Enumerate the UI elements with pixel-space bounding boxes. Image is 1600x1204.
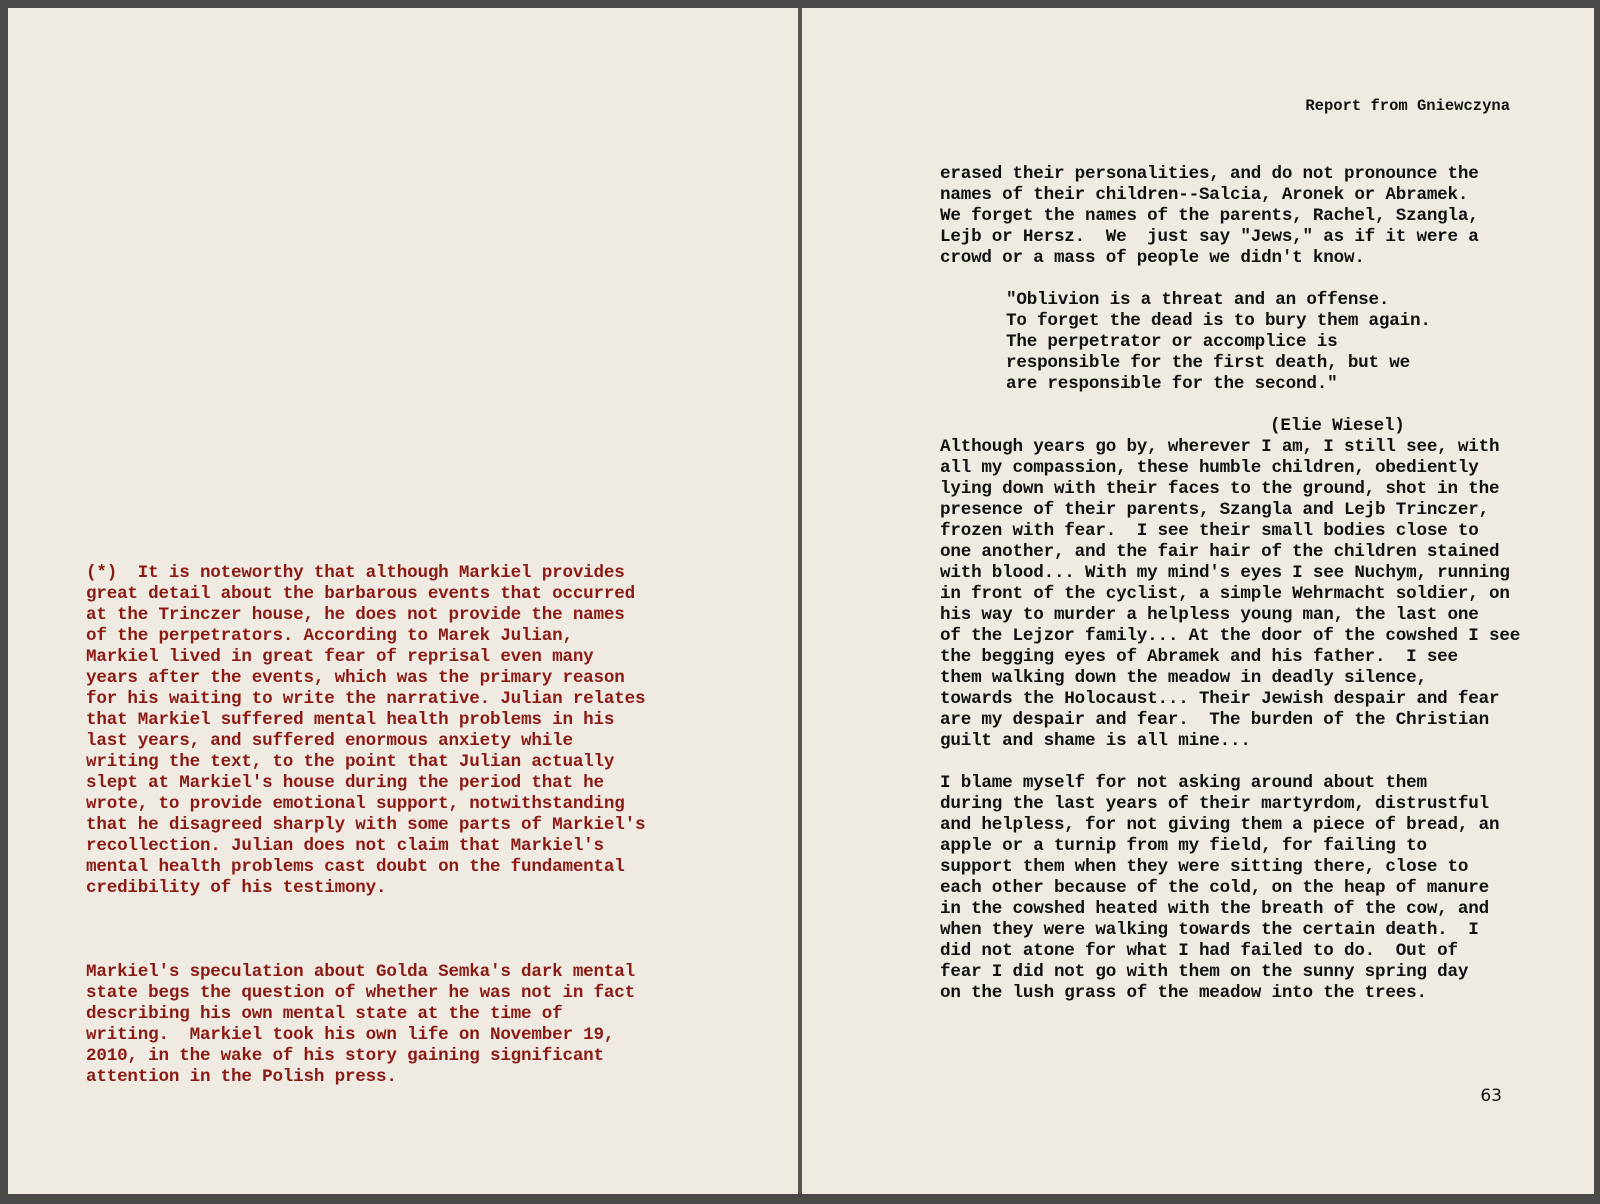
footnote-paragraph: (*) It is noteworthy that although Markiel provides great detail about the barbarous events that occurred at the Trinczer house, he does not provide the names of the perpetrators. According to Marek Julian, Markiel lived in great fear of reprisal even many years after the events, which was the primary reason for his waiting to write the narrative. Julian relates that Markiel suffered mental health problems in his last years, and suffered enormous anxiety while writing the text, to the point that Julian actually slept at Markiel's house during the period that he wrote, to provide emotional support, notwithstanding that he disagreed sharply with some parts of Markiel's recollection. Julian does not claim that Markiel's mental health problems cast doubt on the fundamental credibility of his testimony. — [86, 563, 646, 898]
running-head: Report from Gniewczyna — [1305, 97, 1510, 115]
footnote — [86, 521, 696, 1130]
block-quote: "Oblivion is a threat and an offense. To forget the dead is to bury them again. The perpetrator or accomplice is responsible for the first death, but we are responsible for the second." — [1006, 290, 1431, 394]
footnote-paragraph: Markiel's speculation about Golda Semka's dark mental state begs the question of whether he was not in fact describing his own mental state at the time of writing. Markiel took his own life on November 19, 2010, in the wake of his story gaining significant attention in the Polish press. — [86, 962, 635, 1087]
right-page — [802, 8, 1594, 1194]
body-text — [940, 164, 1540, 1004]
left-page — [8, 8, 798, 1194]
paragraph: Although years go by, wherever I am, I still see, with all my compassion, these humble children, obediently lying down with their faces to the ground, shot in the presence of their parents, Szangla and Lejb Trinczer, frozen with fear. I see their small bodies close to one another, and the fair hair of the children stained with blood... With my mind's eyes I see Nuchym, running in front of the cyclist, a simple Wehrmacht soldier, on his way to murder a helpless young man, the last one of the Lejzor family... At the door of the cowshed I see the begging eyes of Abramek and his father. I see them walking down the meadow in deadly silence, towards the Holocaust... Their Jewish despair and fear are my despair and fear. The burden of the Christian guilt and shame is all mine... — [940, 437, 1521, 751]
paragraph: I blame myself for not asking around about them during the last years of their martyrdom, distrustful and helpless, for not giving them a piece of bread, an apple or a turnip from my field, for failing to support them when they were sitting there, close to each other because of the cold, on the heap of manure in the cowshed heated with the breath of the cow, and when they were walking towards the certain death. I did not atone for what I had failed to do. Out of fear I did not go with them on the sunny spring day on the lush grass of the meadow into the trees. — [940, 773, 1500, 1003]
paragraph: erased their personalities, and do not pronounce the names of their children--Salcia, Aronek or Abramek. We forget the names of the parents, Rachel, Szangla, Lejb or Hersz. We just say "Jews," as if it were a crowd or a mass of people we didn't know. — [940, 164, 1479, 268]
page-number: 63 — [1480, 1086, 1502, 1106]
quote-attribution: (Elie Wiesel) — [1270, 416, 1405, 436]
